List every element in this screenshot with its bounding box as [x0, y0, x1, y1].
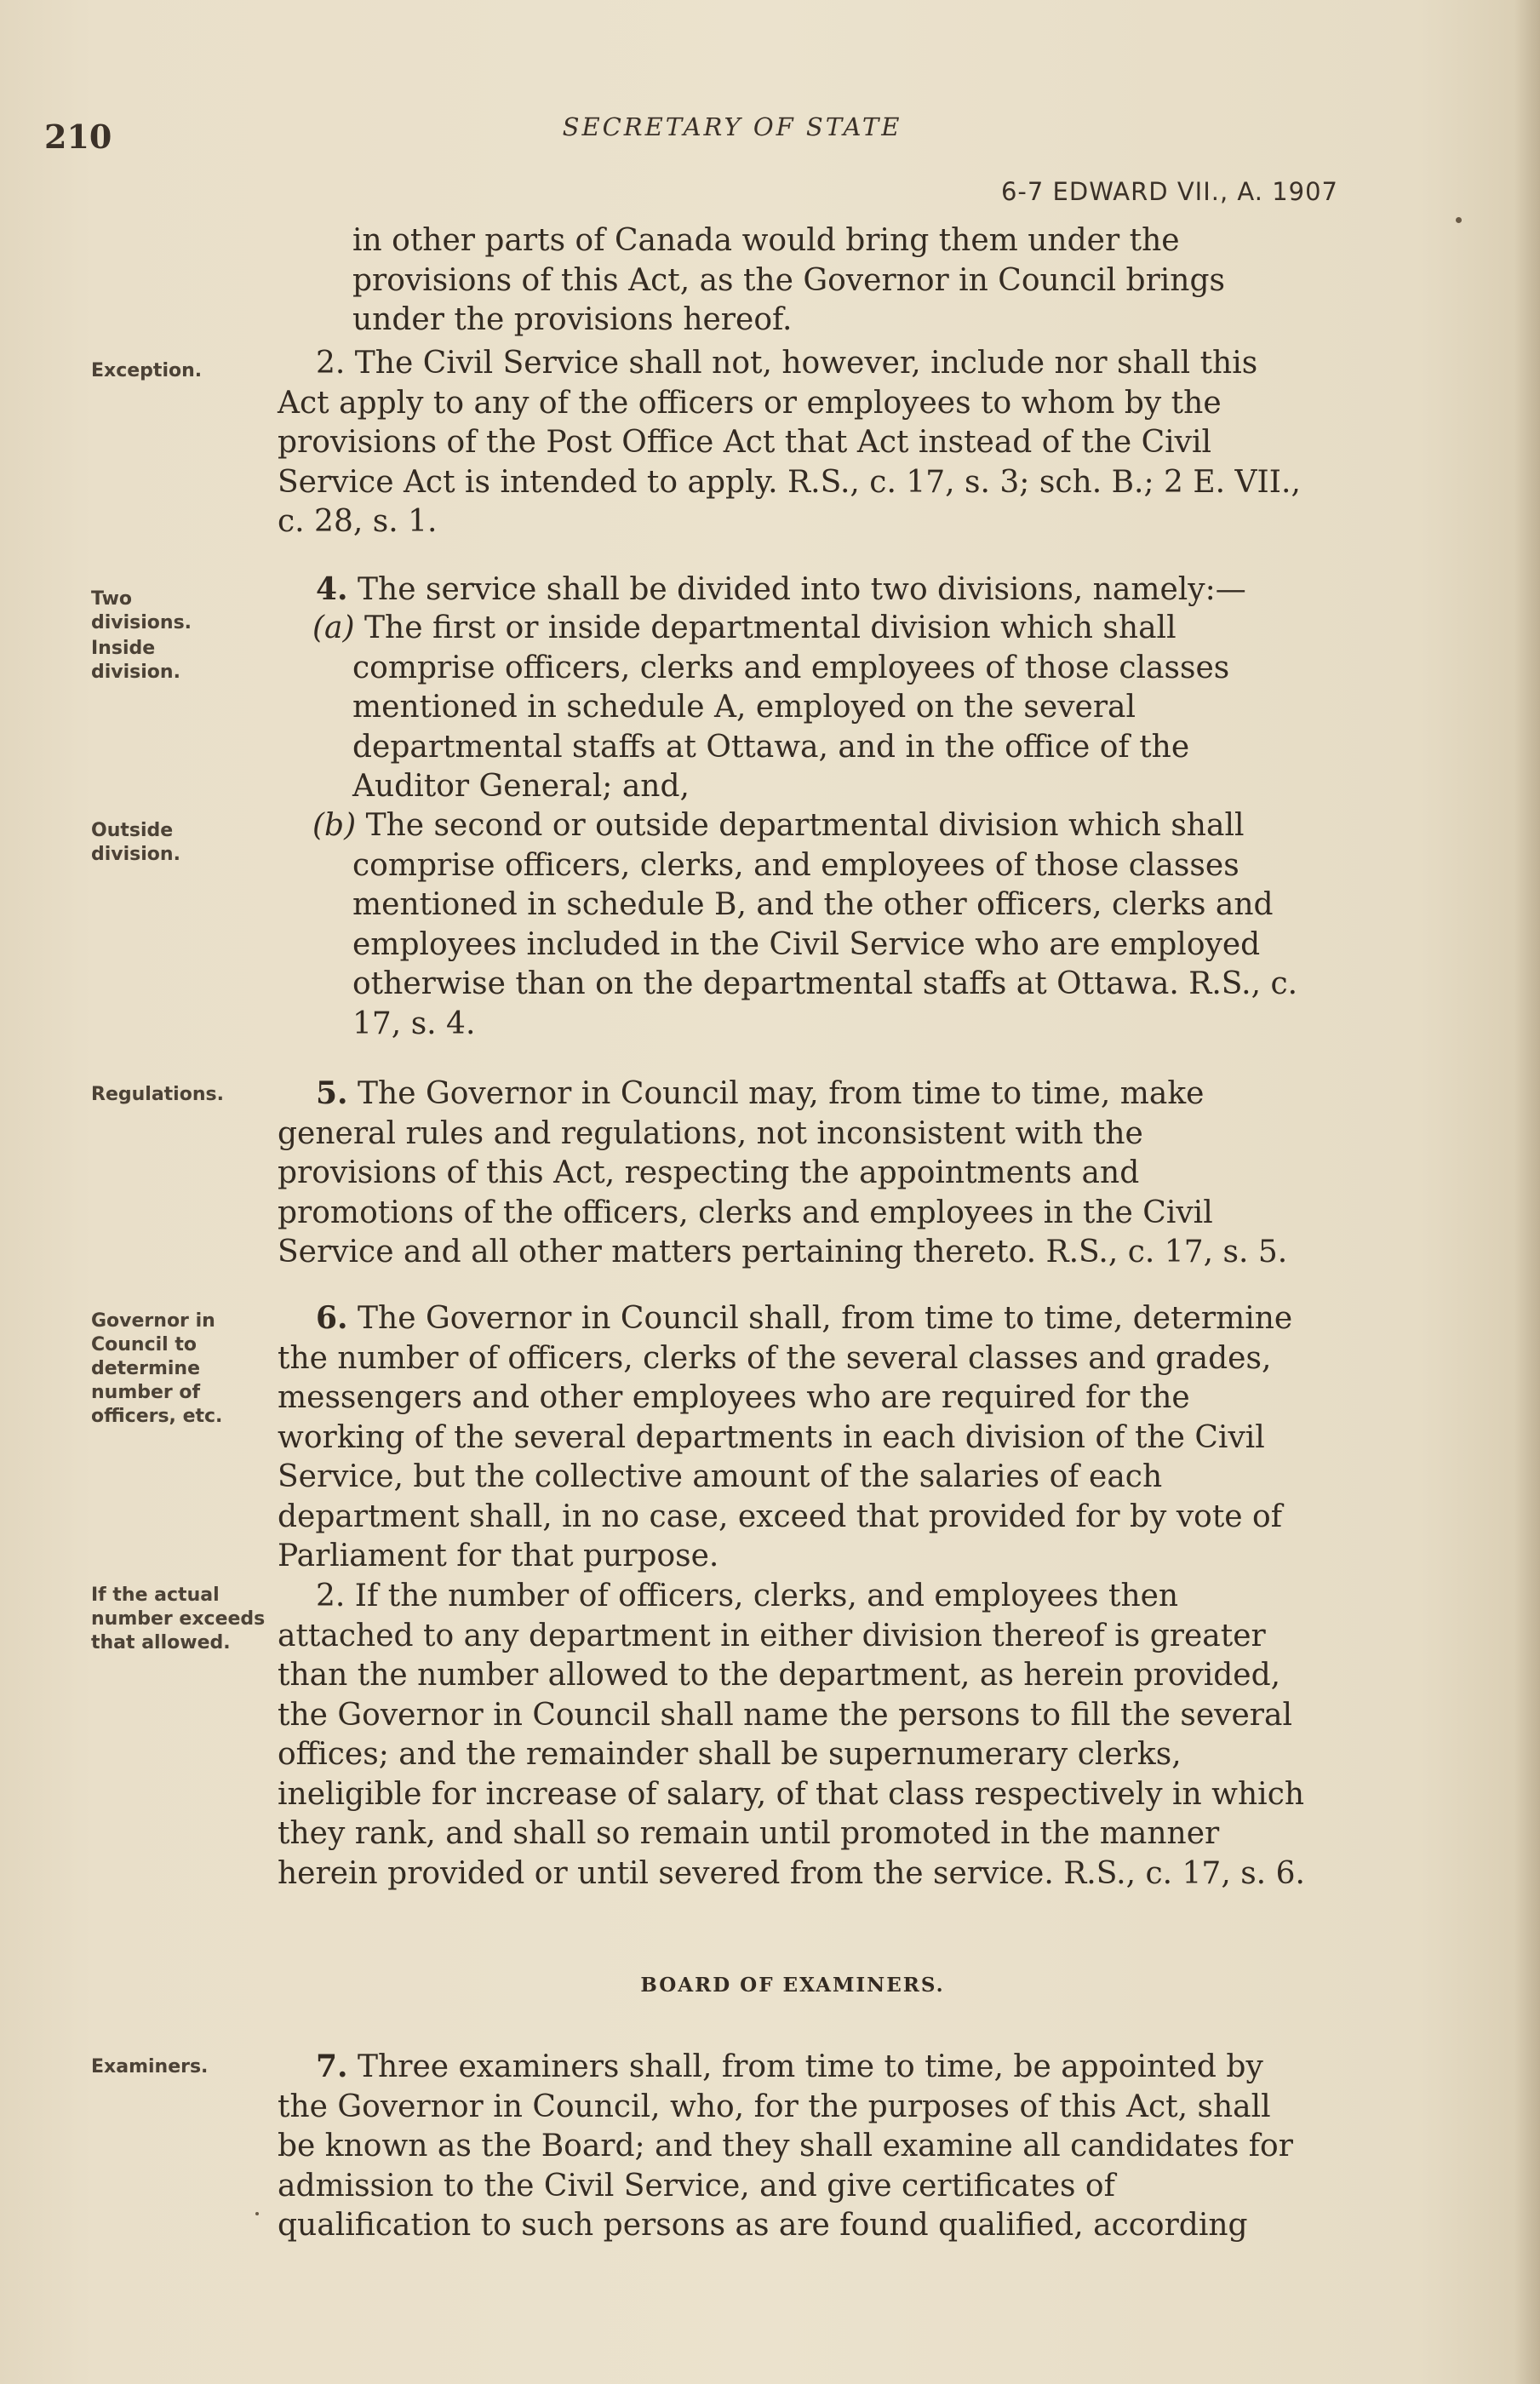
section-6-paragraph — [278, 1298, 1308, 1577]
section-7-paragraph — [278, 2047, 1308, 2246]
ink-speck — [1456, 217, 1462, 223]
section-heading: BOARD OF EXAMINERS. — [640, 1974, 945, 1997]
margin-note-exception: Exception. — [91, 360, 203, 381]
margin-note-examiners: Examiners. — [91, 2056, 209, 2077]
section-3-2-paragraph: 2. The Civil Service shall not, however, include nor shall this Act apply to any of the officers or employees to whom by the provisions of the Post Office Act that Act instead of the Civil Service Act is intended to apply. R.S., c. 17, s. 3; sch. B.; 2 E. VII., c. 28, s. 1. — [278, 346, 1301, 539]
clause-a-text: The first or inside departmental division which shall comprise officers, clerks and employees of those classes mentioned in schedule A, employed on the several departmental staffs at Ottawa, and in the office of the Auditor General; and, — [352, 610, 1230, 804]
section-5-paragraph — [278, 1074, 1308, 1273]
clause-b-label: (b) — [312, 808, 357, 843]
section-4b-paragraph — [278, 806, 1308, 1044]
margin-note-inside-division: Inside division. — [91, 638, 180, 683]
section-7-number: 7. — [316, 2049, 348, 2084]
section-4-intro — [278, 570, 1308, 610]
section-6-number: 6. — [316, 1300, 348, 1336]
section-4-number: 4. — [316, 571, 348, 607]
running-head: SECRETARY OF STATE — [562, 112, 902, 141]
clause-b-text: The second or outside departmental division which shall comprise officers, clerks, and employees of those classes mentioned in schedule B, and the other officers, clerks and employees included in the Civil Service who are employed otherwise than on the departmental staffs at Ottawa. R.S., c. 17, s. 4. — [352, 808, 1298, 1041]
section-6-2-paragraph: 2. If the number of officers, clerks, and employees then attached to any department in either division thereof is greater than the number allowed to the department, as herein provided, the Governor in Council shall name the persons to fill the several offices; and the remainder shall be supernumerary clerks, ineligible for increase of salary, of that class respectively in which they rank, and shall so remain until promoted in the manner herein provided or until severed from the service. R.S., c. 17, s. 6. — [278, 1579, 1305, 1891]
section-5-text: The Governor in Council may, from time to time, make general rules and regulations, not inconsistent with the provisions of this Act, respecting the appointments and promotions of the officers, clerks and employees in the Civil Service and all other matters pertaining thereto. R.S., c. 17, s. 5. — [278, 1076, 1288, 1269]
margin-note-two-divisions: Two divisions. — [91, 588, 192, 633]
page-edge-shadow — [1514, 0, 1540, 2384]
section-7-text: Three examiners shall, from time to time, be appointed by the Governor in Council, who, for the purposes of this Act, shall be known as the Board; and they shall examine all candidates for admission to the Civil Service, and give certificates of qualification to such persons as are found qualified, according — [278, 2049, 1293, 2243]
page-number: 210 — [44, 117, 112, 156]
ink-speck — [255, 2212, 259, 2215]
clause-a-label: (a) — [312, 610, 355, 645]
session-label: 6-7 EDWARD VII., A. 1907 — [1000, 177, 1338, 206]
continuation-paragraph: in other parts of Canada would bring them under the provisions of this Act, as the Governor in Council brings under the provisions hereof. — [352, 223, 1225, 337]
margin-note-governor-determine: Governor in Council to determine number of officers, etc. — [91, 1310, 223, 1427]
margin-note-if-actual-number: If the actual number exceeds that allowed. — [91, 1585, 266, 1653]
section-6-text: The Governor in Council shall, from time to time, determine the number of officers, clerks of the several classes and grades, messengers and other employees who are required for the working of the several departments in each division of the Civil Service, but the collective amount of the salaries of each department shall, in no case, exceed that provided for by vote of Parliament for that purpose. — [278, 1301, 1293, 1573]
section-4a-paragraph — [278, 609, 1308, 807]
section-4-text: The service shall be divided into two divisions, namely:— — [358, 572, 1246, 607]
margin-note-outside-division: Outside division. — [91, 820, 180, 865]
margin-note-regulations: Regulations. — [91, 1084, 224, 1105]
section-5-number: 5. — [316, 1075, 348, 1111]
